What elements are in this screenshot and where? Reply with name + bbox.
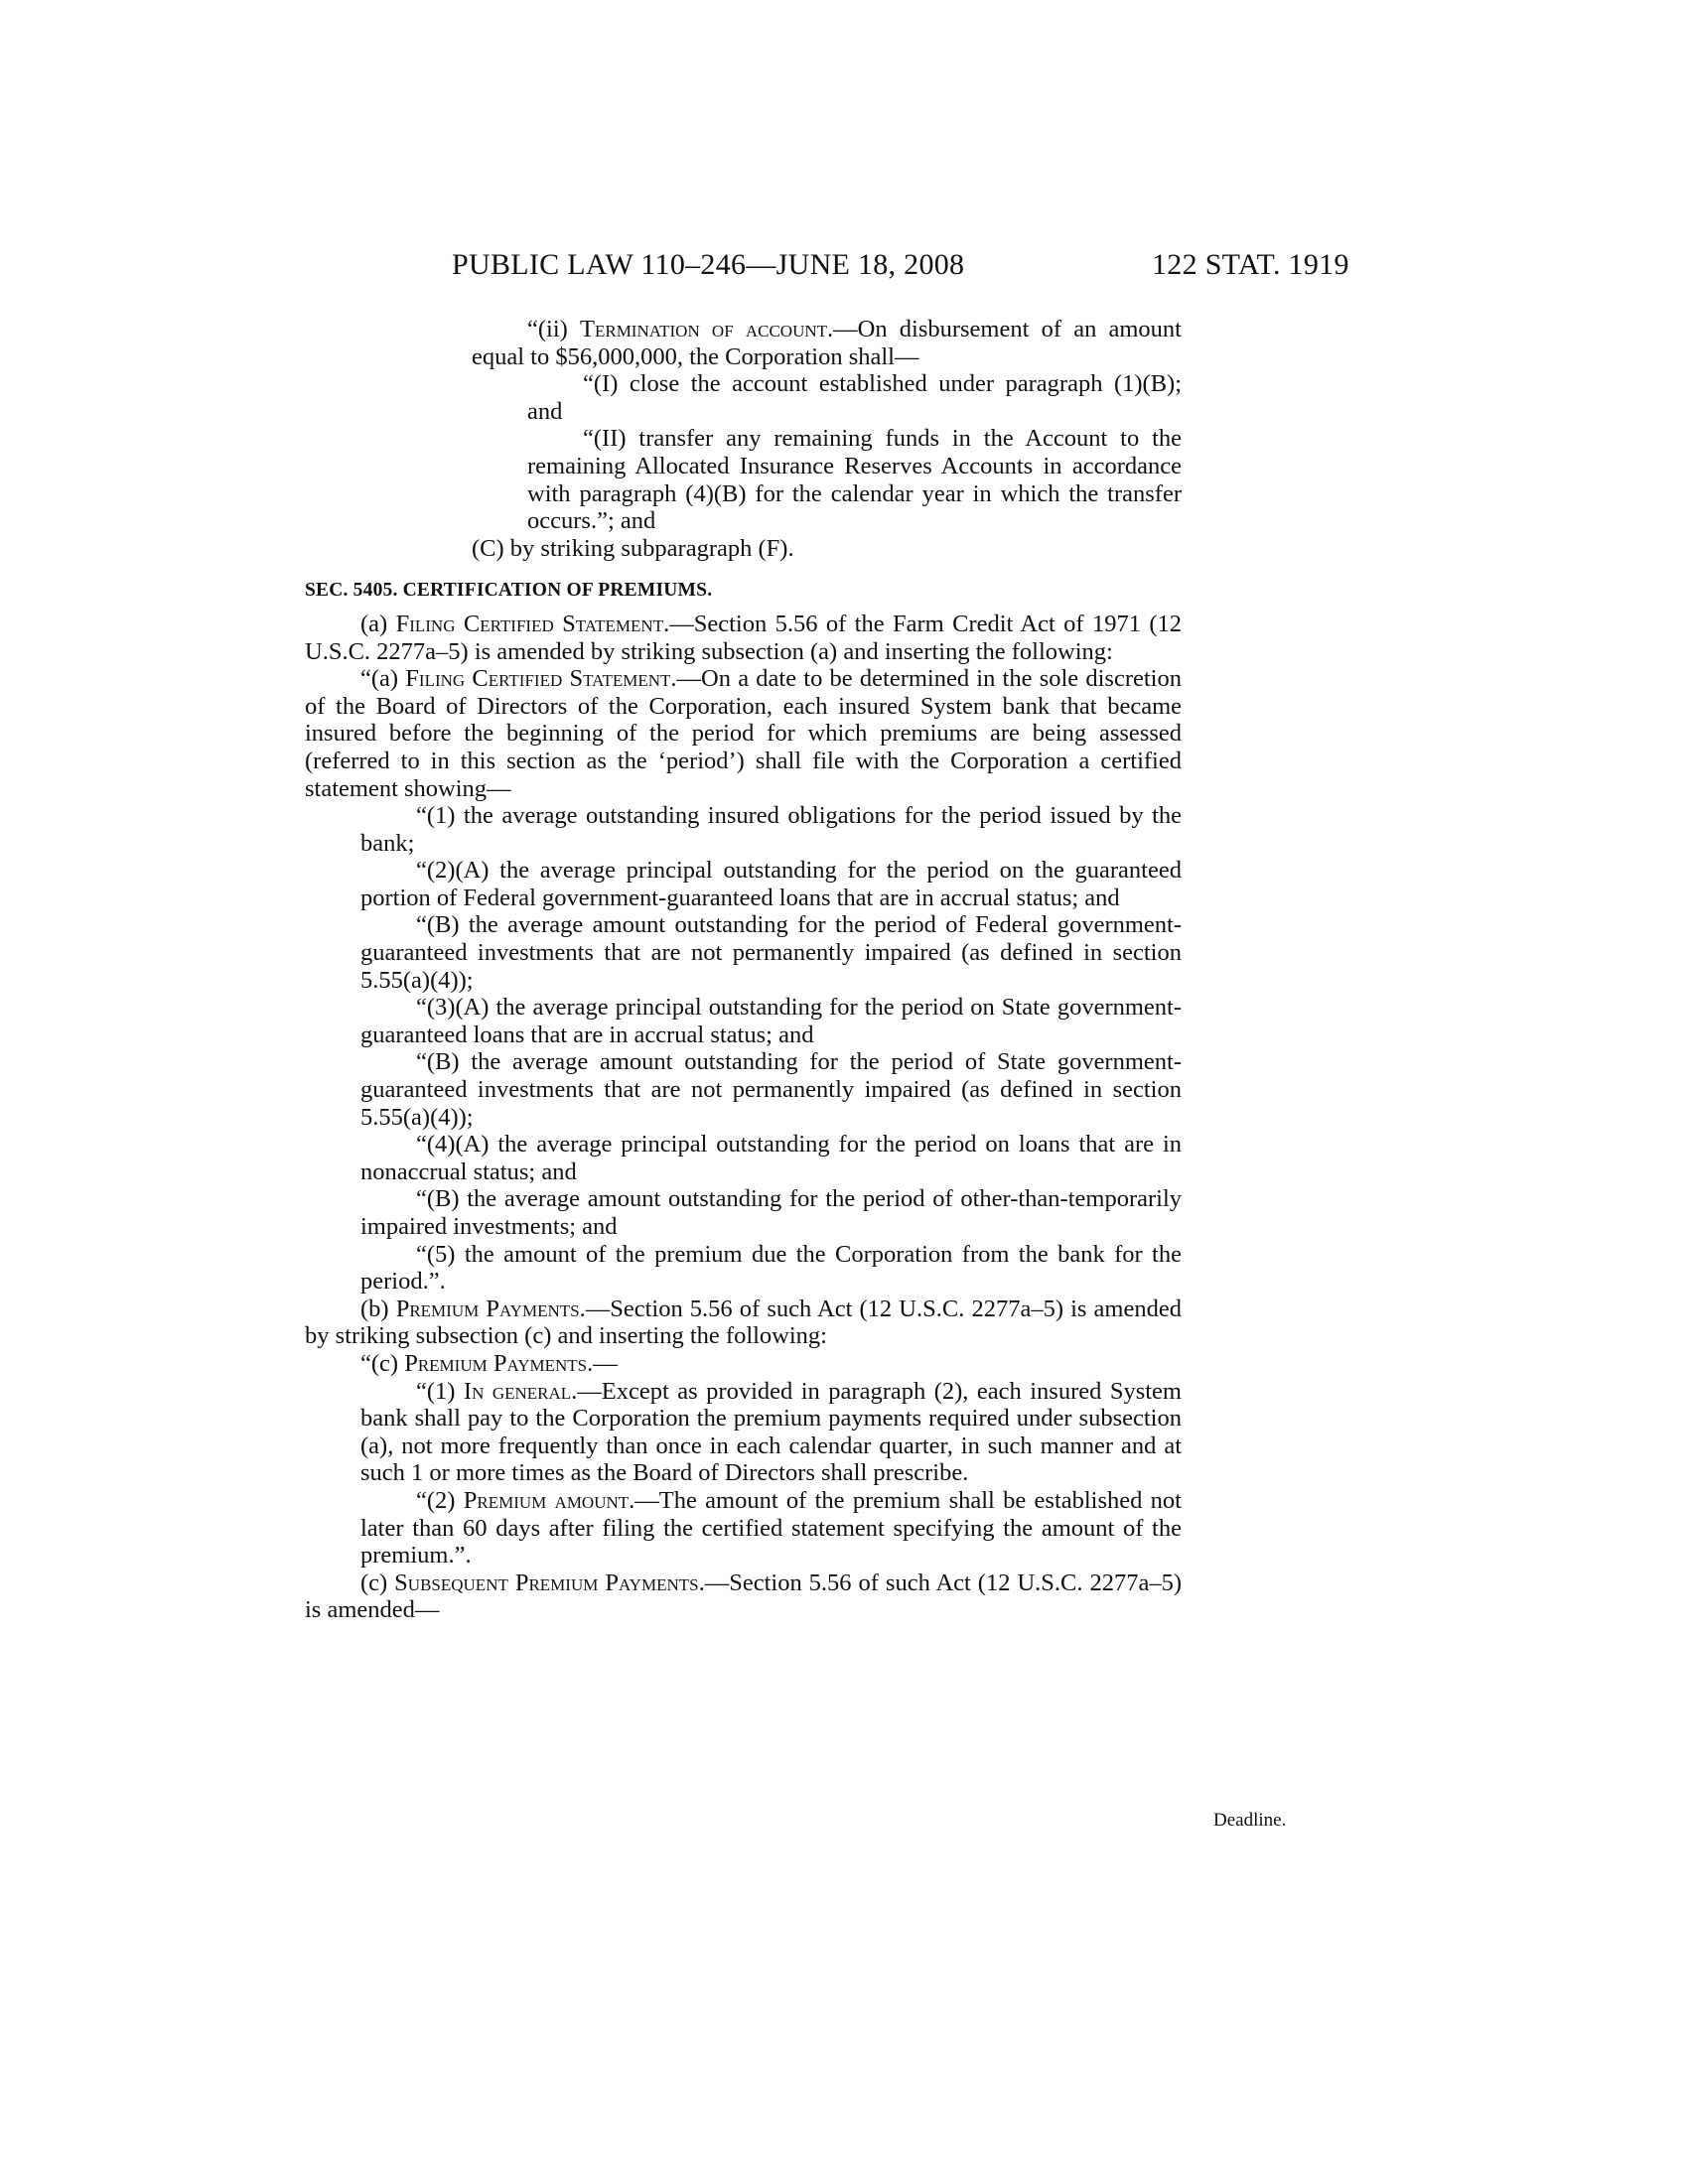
paragraph-4A: “(4)(A) the average principal outstanding for the period on loans that are in nonaccrual status; and — [360, 1131, 1182, 1185]
quoted-subsection-c: “(c) Premium Payments.— — [360, 1349, 618, 1377]
paragraph-5: “(5) the amount of the premium due the Corporation from the bank for the period.”. — [360, 1240, 1182, 1296]
quoted-subsection-a: “(a) Filing Certified Statement.—On a date to be determined in the sole discretion of the Board of Directors of the Corporation, each insured System bank that became insured before the beginning of the period for which premiums are being assessed (referred to in this section as the ‘period’) shall file with the Corporation a certified statement showing— — [305, 665, 1182, 802]
subsection-c-amendment: (c) Subsequent Premium Payments.—Section 5.56 of such Act (12 U.S.C. 2277a–5) is amended— — [305, 1569, 1182, 1624]
clause-heading: Termination of account — [580, 316, 828, 342]
subsection-b-amendment: (b) Premium Payments.—Section 5.56 of such Act (12 U.S.C. 2277a–5) is amended by striking subsection (c) and inserting the following: — [305, 1295, 1182, 1350]
paragraph-3A: “(3)(A) the average principal outstanding for the period on State government-guaranteed loans that are in accrual status; and — [360, 994, 1182, 1048]
paragraph-4B: “(B) the average amount outstanding for the period of other-than-temporarily impaired investments; and — [360, 1185, 1182, 1240]
subsection-heading: Premium Payments — [395, 1295, 580, 1322]
paragraph-2A: “(2)(A) the average principal outstanding for the period on the guaranteed portion of Federal government-guaranteed loans that are in accrual status; and — [360, 857, 1182, 911]
paragraph-3B: “(B) the average amount outstanding for the period of State government-guaranteed investments that are not permanently impaired (as defined in section 5.55(a)(4)); — [360, 1048, 1182, 1131]
subsection-heading: Premium Payments — [404, 1349, 588, 1377]
running-head-title: PUBLIC LAW 110–246—JUNE 18, 2008 — [452, 248, 965, 281]
subsection-heading: Subsequent Premium Payments — [394, 1569, 699, 1596]
page-body — [305, 316, 1182, 1624]
margin-note-deadline: Deadline. — [1213, 1810, 1287, 1831]
subparagraph-C-striking: (C) by striking subparagraph (F). — [472, 534, 794, 562]
paragraph-c2-premium-amount: “(2) Premium amount.—The amount of the premium shall be established not later than 60 days after filing the certified statement specifying the amount of the premium.”. — [360, 1486, 1182, 1570]
running-head-stat-page: 122 STAT. 1919 — [1152, 248, 1349, 281]
paragraph-1: “(1) the average outstanding insured obligations for the period issued by the bank; — [360, 802, 1182, 857]
subsection-a-amendment: (a) Filing Certified Statement.—Section 5.56 of the Farm Credit Act of 1971 (12 U.S.C. 2277a–5) is amended by striking subsection (a) and inserting the following: — [305, 610, 1182, 665]
subsection-heading: Filing Certified Statement — [395, 610, 664, 637]
paragraph-heading: Premium amount — [463, 1486, 630, 1514]
subclause-II: “(II) transfer any remaining funds in the Account to the remaining Allocated Insurance Reserves Accounts in accordance with paragraph (4)(B) for the calendar year in which the transfer occurs.”; and — [527, 425, 1182, 535]
clause-ii-termination: “(ii) Termination of account.—On disbursement of an amount equal to $56,000,000, the Corporation shall— — [472, 316, 1182, 370]
subclause-I: “(I) close the account established under paragraph (1)(B); and — [527, 370, 1182, 425]
section-heading: SEC. 5405. CERTIFICATION OF PREMIUMS. — [305, 580, 713, 602]
paragraph-2B: “(B) the average amount outstanding for the period of Federal government-guaranteed investments that are not permanently impaired (as defined in section 5.55(a)(4)); — [360, 911, 1182, 994]
paragraph-c1-in-general: “(1) In general.—Except as provided in paragraph (2), each insured System bank shall pay to the Corporation the premium payments required under subsection (a), not more frequently than once in each calendar quarter, in such manner and at such 1 or more times as the Board of Directors shall prescribe. — [360, 1377, 1182, 1487]
subsection-heading: Filing Certified Statement — [405, 665, 671, 693]
paragraph-heading: In general — [463, 1377, 572, 1405]
